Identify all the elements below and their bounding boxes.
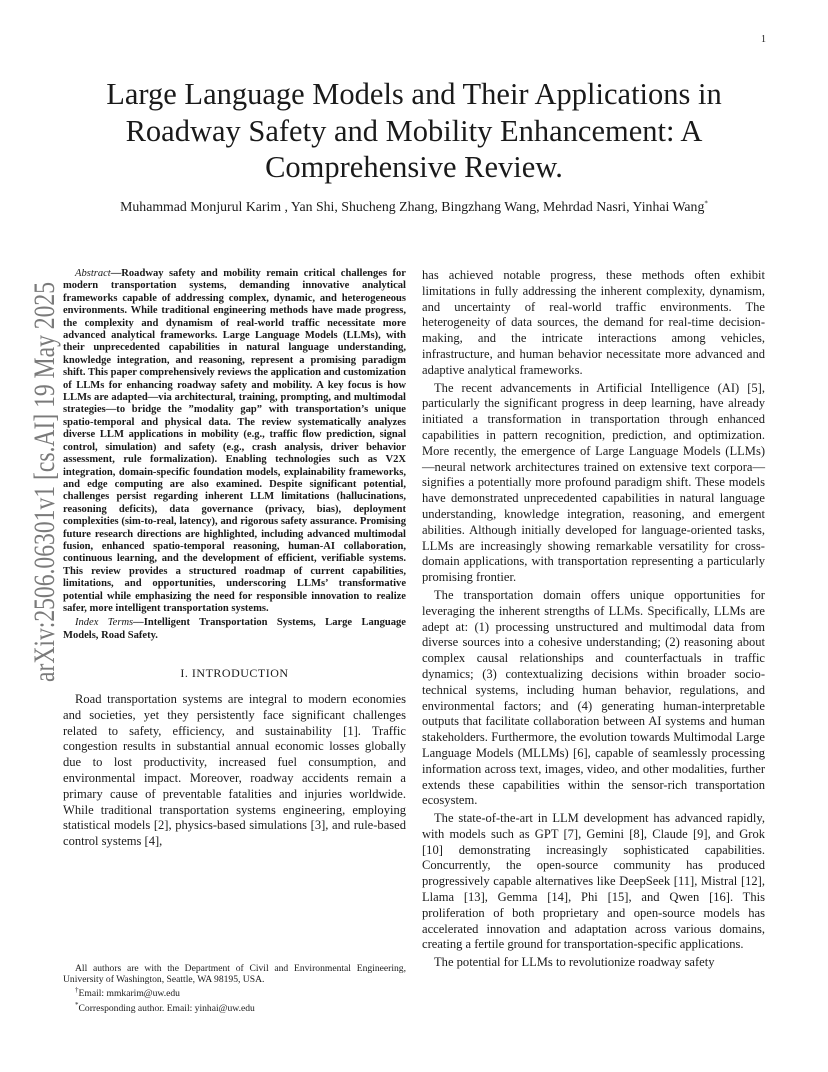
intro-paragraph-continued: has achieved notable progress, these methods often exhibit limitations in fully addressing the inherent complexity, dynamism, and uncertainty of real-world traffic environments. The heterogeneity of data sources, the demand for real-time decision-making, and the intricate interactions among vehicles, infrastructure, and human behavior necessitate more advanced and adaptive analytical frameworks. xyxy=(422,268,765,377)
abstract-text: —Roadway safety and mobility remain critical challenges for modern transportation systems, demanding innovative analytical frameworks capable of addressing complex, dynamic, and heterogeneous environments. While traditional engineering methods have made progress, the complexity and dynamism of real-world traffic necessitate more advanced analytical frameworks. Large Language Models (LLMs), with their unprecedented capabilities in natural language understanding, knowledge integration, and reasoning, represent a promising paradigm shift. This paper comprehensively reviews the application and customization of LLMs for enhancing roadway safety and mobility. A key focus is how LLMs are adapted—via architectural, training, prompting, and multimodal strategies—to bridge the ”modality gap” with transportation’s unique spatio-temporal and physical data. The review systematically analyzes diverse LLM applications in mobility (e.g., traffic flow prediction, signal control, simulation) and safety (e.g., crash analysis, driver behavior assessment, rule formalization). Enabling technologies such as V2X integration, domain-specific foundation models, explainability frameworks, and edge computing are also examined. Despite significant potential, challenges persist regarding inherent LLM limitations (hallucinations, reasoning deficits), data governance (privacy, bias), deployment complexities (sim-to-real, latency), and rigorous safety assurance. Promising future research directions are highlighted, including advanced multimodal fusion, enhanced spatio-temporal reasoning, human-AI collaboration, continuous learning, and the development of efficient, verifiable systems. This review provides a structured roadmap of current capabilities, limitations, and opportunities, underscoring LLMs’ transformative potential while emphasizing the need for responsible innovation to realize safer, more intelligent transportation systems. xyxy=(63,268,406,614)
intro-paragraph-1: Road transportation systems are integral to modern economies and societies, yet they persistently face significant challenges related to safety, efficiency, and sustainability [1]. Traffic congestion results in substantial annual economic losses globally due to lost productivity, increased fuel consumption, and environmental impact. Moreover, roadway accidents remain a primary cause of preventable fatalities and injuries worldwide. While traditional transportation systems engineering, employing statistical models [2], physics-based simulations [3], and rule-based control systems [4], xyxy=(63,691,406,849)
intro-paragraph-5: The potential for LLMs to revolutionize roadway safety xyxy=(434,955,715,970)
arxiv-stamp-text: arXiv:2506.06301v1 [cs.AI] 19 May 2025 xyxy=(28,282,61,682)
footnotes xyxy=(63,963,406,1014)
index-terms-label: Index Terms xyxy=(75,617,134,629)
intro-paragraph-4: The state-of-the-art in LLM development has advanced rapidly, with models such as GPT [7], Gemini [8], Claude [9], and Grok [10] demonstrating increasingly sophisticated capabilities. Concurrently, the open-source community has produced progressively capable alternatives like DeepSeek [11], Mistral [12], Llama [13], Gemma [14], Phi [15], and Qwen [16]. This proliferation of both proprietary and open-source models has accelerated innovation and adaptation across various domains, creating a fertile ground for transportation-specific applications. xyxy=(422,811,765,952)
footnote-affiliation: All authors are with the Department of Civil and Environmental Engineering, University of Washington, Seattle, WA 98195, USA. xyxy=(63,963,406,986)
right-column xyxy=(422,268,765,971)
paper-title: Large Language Models and Their Applications in Roadway Safety and Mobility Enhancement: A Comprehensive Review. xyxy=(106,77,722,184)
footnote-corresponding-mark: * xyxy=(75,1000,79,1009)
left-column xyxy=(63,268,406,850)
footnote-email-mark: † xyxy=(75,986,79,995)
footnote-corresponding xyxy=(63,1000,406,1014)
arxiv-stamp xyxy=(14,282,64,682)
section-heading-introduction: I. INTRODUCTION xyxy=(180,666,289,681)
index-terms-text: —Intelligent Transportation Systems, Large Language Models, Road Safety. xyxy=(63,617,406,641)
author-names: Muhammad Monjurul Karim , Yan Shi, Shucheng Zhang, Bingzhang Wang, Mehrdad Nasri, Yinhai Wang xyxy=(120,199,705,214)
footnote-corresponding-text: Corresponding author. Email: yinhai@uw.edu xyxy=(78,1002,255,1014)
footnote-email xyxy=(63,985,406,999)
index-terms xyxy=(63,617,406,642)
footnote-email-text: Email: mmkarim@uw.edu xyxy=(78,988,180,1000)
abstract-label: Abstract xyxy=(75,268,111,279)
corresponding-author-mark: * xyxy=(704,199,708,208)
intro-paragraph-3: The transportation domain offers unique opportunities for leveraging the inherent strengths of LLMs. Specifically, LLMs are adept at: (1) processing unstructured and multimodal data from diverse sources into a cohesive understanding; (2) reasoning about complex causal relationships and counterfactuals in traffic dynamics; (3) contextualizing decisions within broader socio-technical systems, including human behavior, regulations, and environmental factors; and (4) generating human-interpretable outputs that facilitate collaboration between AI systems and human stakeholders. Furthermore, the evolution towards Multimodal Large Language Models (MLLMs) [6], capable of seamlessly processing information across text, images, video, and other modalities, further extends these capabilities within the sensor-rich transportation ecosystem. xyxy=(422,587,765,808)
abstract xyxy=(63,268,406,615)
page-number: 1 xyxy=(761,34,766,45)
intro-paragraph-2: The recent advancements in Artificial Intelligence (AI) [5], particularly the significant progress in deep learning, have already initiated a transformation in transportation through enhanced capabilities in pattern recognition, prediction, and optimization. More recently, the emergence of Large Language Models (LLMs)—neural network architectures trained on extensive text corpora—signifies a potentially more profound paradigm shift. These models have demonstrated unprecedented capabilities in natural language understanding, knowledge integration, reasoning, and emergent abilities. Although initially developed for language-oriented tasks, LLMs are increasingly showing remarkable versatility for cross-domain applications, with transportation representing a particularly promising frontier. xyxy=(422,380,765,585)
author-list xyxy=(60,199,768,215)
